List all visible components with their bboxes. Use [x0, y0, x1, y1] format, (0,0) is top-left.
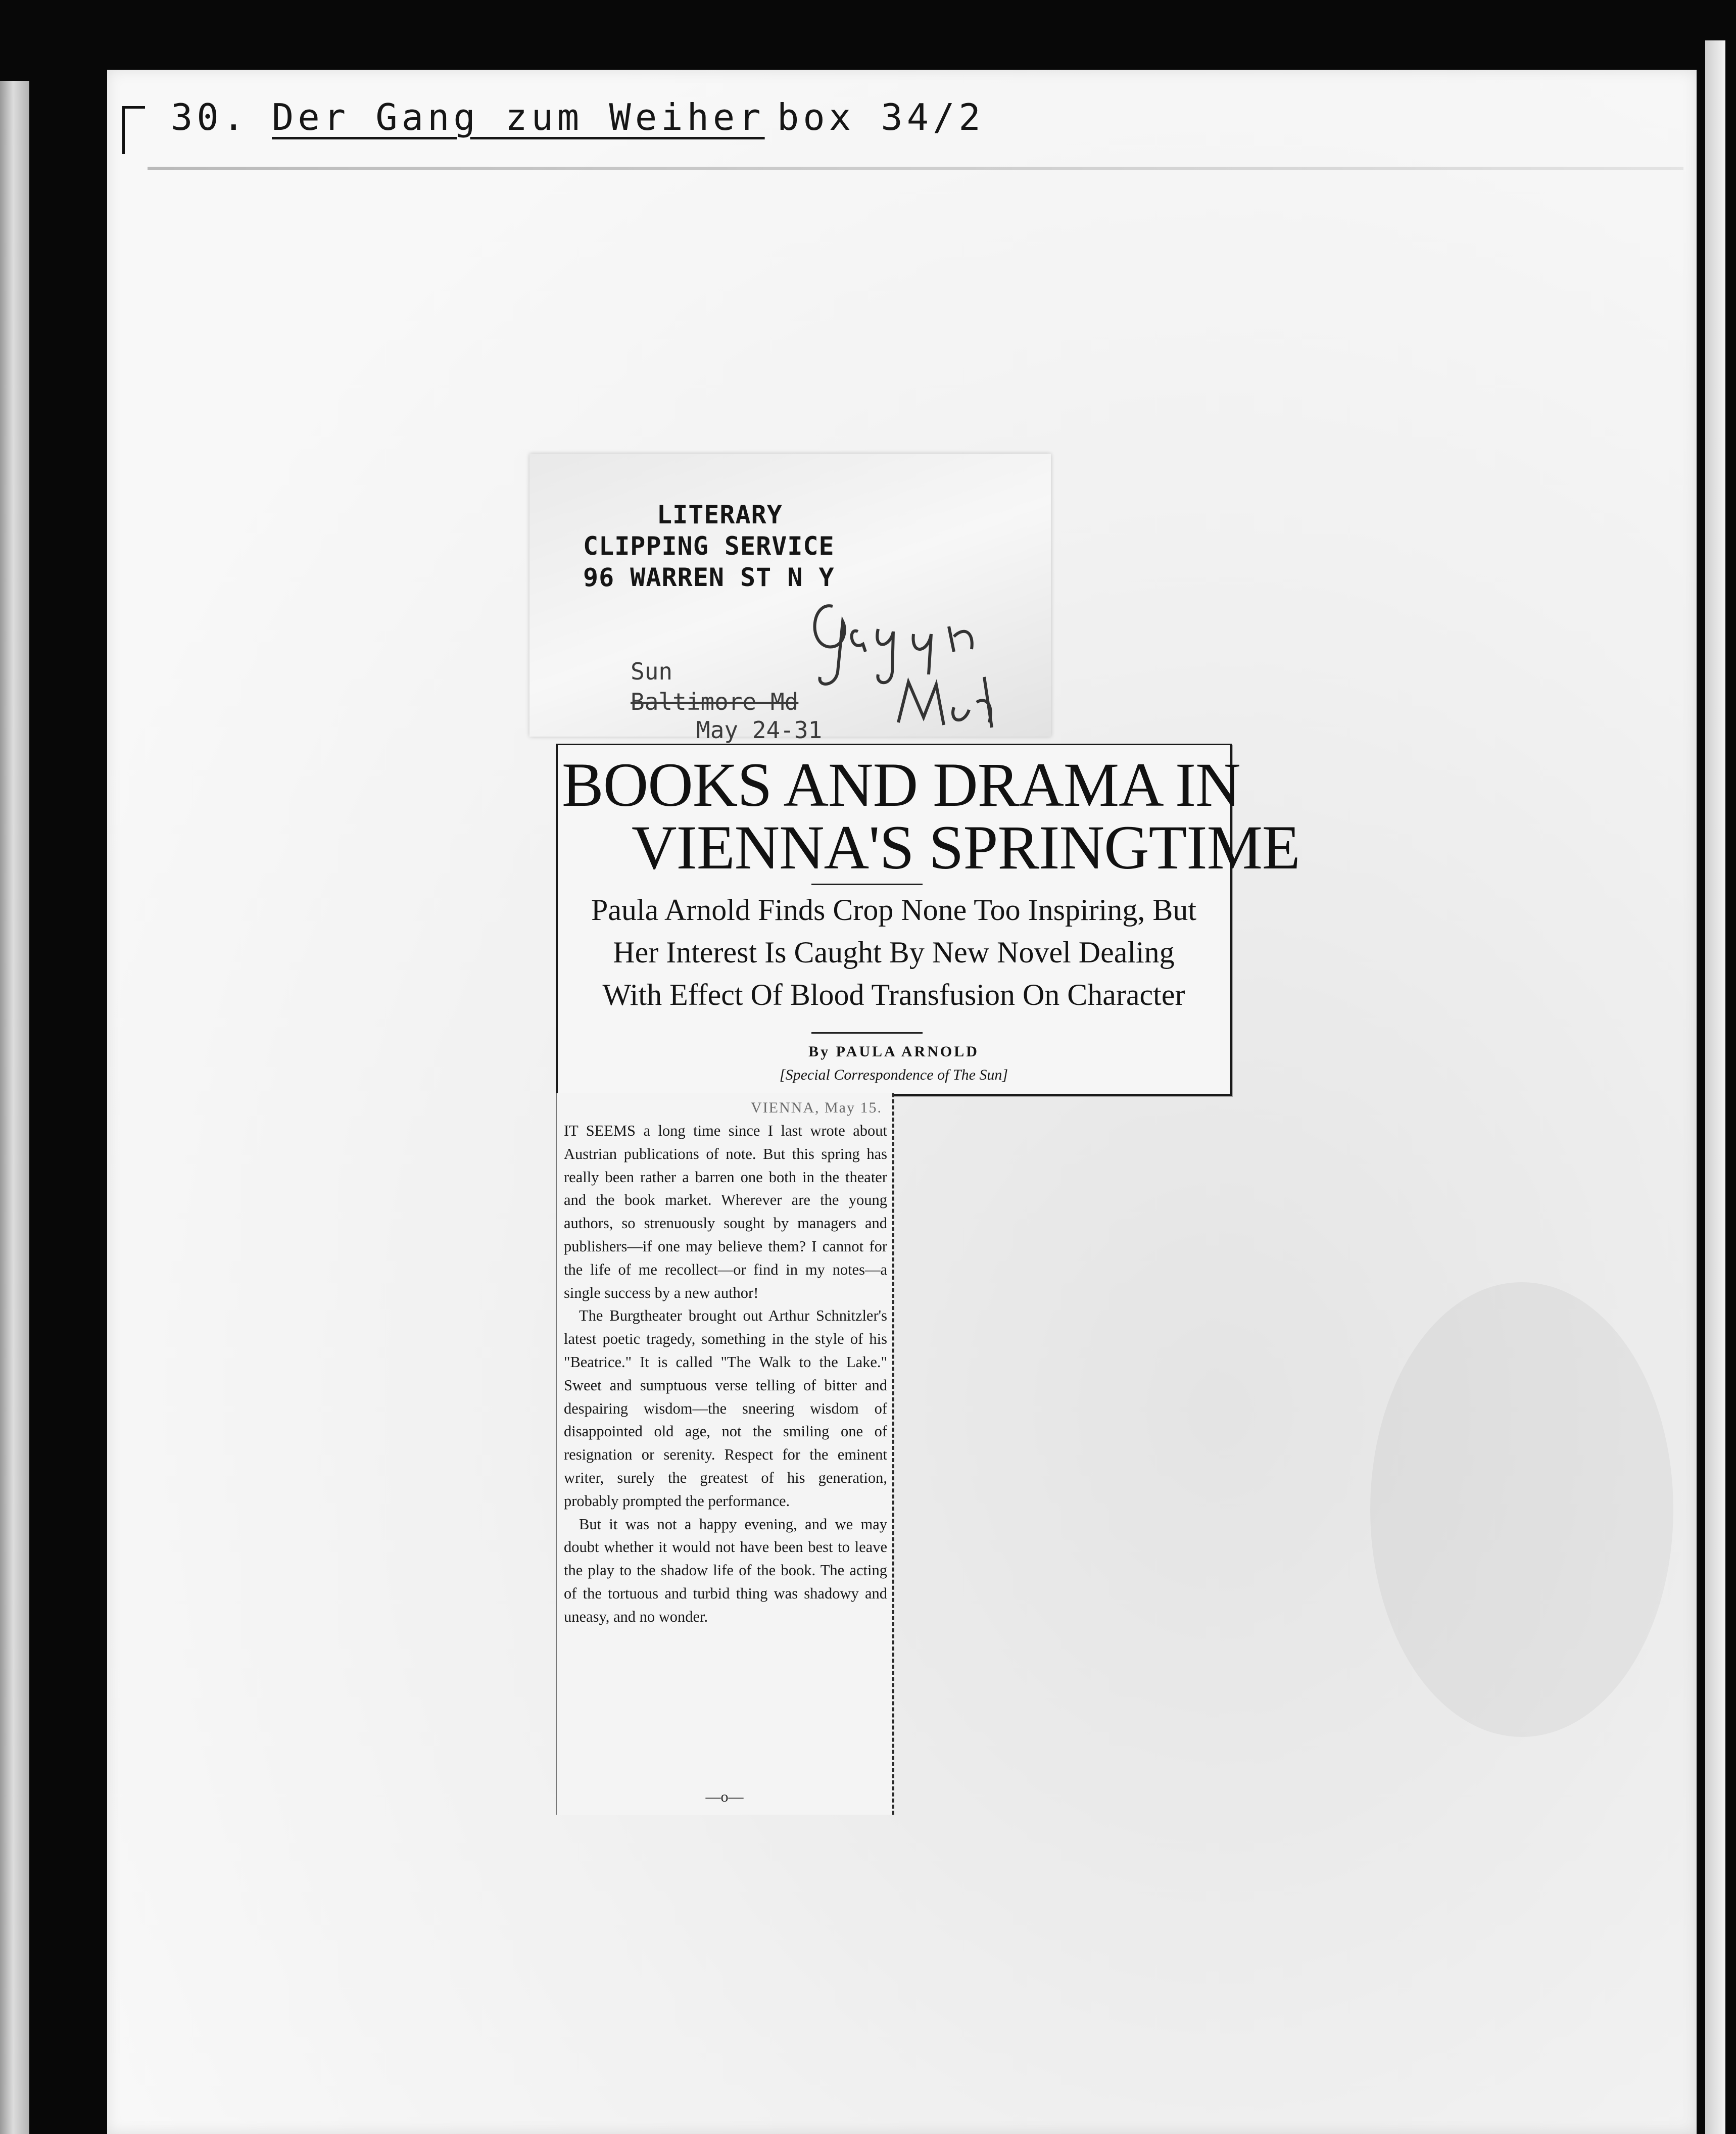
subheadline-line-1: Paula Arnold Finds Crop None Too Inspiring, But — [591, 893, 1197, 927]
paper-stain — [1370, 1282, 1673, 1737]
corner-bracket — [122, 106, 145, 154]
adjacent-page-edge — [0, 81, 29, 2134]
folder-title: Der Gang zum Weiher — [272, 96, 765, 138]
header-divider — [148, 167, 1683, 170]
clipping-service-slip — [529, 454, 1051, 744]
folder-header — [171, 96, 1181, 152]
headline-line-1: BOOKS AND DRAMA IN — [562, 750, 1240, 819]
article-column — [556, 1093, 894, 1815]
stamp-line-service: CLIPPING SERVICE — [583, 531, 835, 561]
article-end-mark: —o— — [705, 1788, 744, 1805]
sheet-right-edge — [1705, 40, 1725, 2134]
publication-date: May 24-31 — [696, 716, 823, 744]
subheadline-line-2: Her Interest Is Caught By New Novel Dealing — [613, 936, 1175, 969]
box-number: box 34/2 — [777, 96, 985, 138]
publication-city: Baltimore Md — [631, 688, 799, 715]
scrapbook-page — [107, 70, 1697, 2134]
subheadline-line-3: With Effect Of Blood Transfusion On Character — [602, 978, 1185, 1011]
correspondence-credit: [Special Correspondence of The Sun] — [779, 1066, 1008, 1083]
headline-rule — [811, 884, 923, 885]
headline-line-2: VIENNA'S SPRINGTIME — [632, 813, 1300, 882]
byline: By PAULA ARNOLD — [808, 1043, 979, 1060]
stamp-line-literary: LITERARY — [657, 500, 783, 529]
subheadline-rule — [811, 1032, 923, 1034]
stamp-line-address: 96 WARREN ST N Y — [583, 563, 835, 592]
folder-number: 30. — [171, 96, 249, 138]
article-body — [564, 1120, 887, 1629]
handwritten-annotation — [802, 586, 999, 733]
publication-name: Sun — [631, 658, 673, 685]
headline-block — [556, 744, 1300, 1096]
article-paragraph-3: But it was not a happy evening, and we may doubt whether it would not have been best to leave the play to the shadow life of the book. The acting of the tortuous and turbid thing was shadowy and uneasy, and no wonder. — [564, 1515, 887, 1625]
dateline: VIENNA, May 15. — [751, 1099, 882, 1116]
article-paragraph-2: The Burgtheater brought out Arthur Schnitzler's latest poetic tragedy, something in the style of his "Beatrice." It is called "The Walk to the Lake." Sweet and sumptuous verse telling of bitter and despairing wisdom—the sneering wisdom of disappointed old age, not the smiling one of resignation or serenity. Respect for the eminent writer, surely the greatest of his generation, probably prompted the performance. — [564, 1307, 887, 1510]
article-paragraph-1: IT SEEMS a long time since I last wrote about Austrian publications of note. But this spring has really been rather a barren one both in the theater and the book market. Wherever are the young authors, so strenuously sought by managers and publishers—if one may believe them? I cannot for the life of me recollect—or find in my notes—a single success by a new author! — [564, 1122, 887, 1301]
